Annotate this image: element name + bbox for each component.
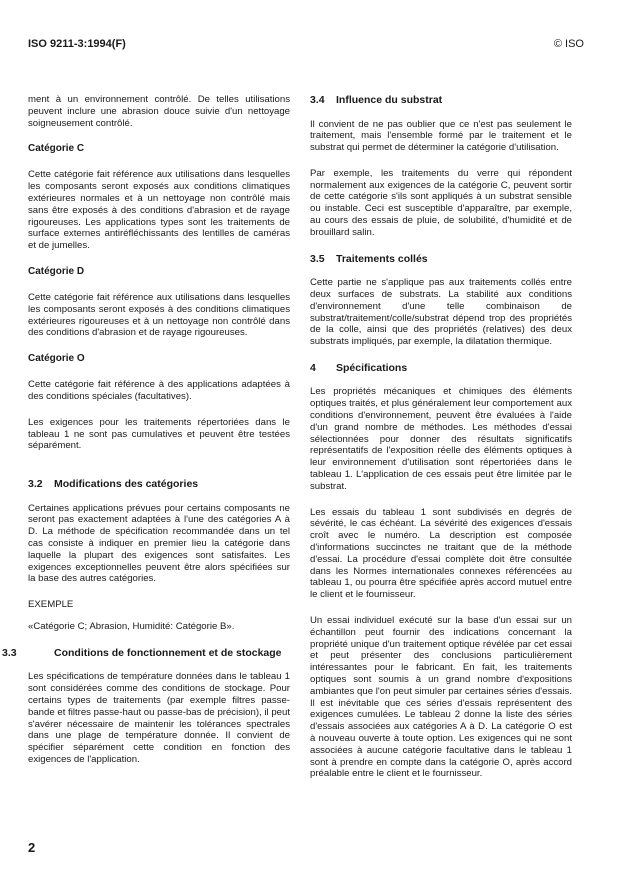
- left-column: [2, 94, 290, 780]
- document-id: ISO 9211-3:1994(F): [28, 38, 126, 50]
- section-title: Conditions de fonctionnement et de stockage: [54, 646, 282, 659]
- right-column: [310, 94, 572, 794]
- section-title: Traitements collés: [336, 252, 428, 265]
- section-4-text-3: Un essai individuel exécuté sur la base d'un essai sur un échantillon peut fournir des indications concernant la propriété unique d'un traitement optique révélée par cet essai et peut présenter des conclusions particulièrement intéressantes pour le fabricant. En fait, les traitements optiques sont soumis à un grand nombre d'expositions ambiantes que l'on peut simuler par certaines séries d'essais. Il est inévitable que ces séries d'essais représentent des exigences cumulées. Le tableau 2 donne la liste des séries d'essais associées aux catégories A à D. La catégorie O est à nouveau ouverte à toute option. Les exigences qui ne sont associées à aucune catégorie facultative dans le tableau 1 sont à prendre en compte dans la catégorie O, après accord préalable entre le client et le fournisseur.: [310, 615, 572, 780]
- category-o-heading: Catégorie O: [28, 353, 85, 365]
- section-title: Spécifications: [336, 361, 408, 374]
- section-title: Influence du substrat: [336, 94, 443, 106]
- section-3-4-text-1: Il convient de ne pas oublier que ce n'est pas seulement le traitement, mais l'ensemble formé par le traitement et le substrat qui permet de déterminer la catégorie d'utilisation.: [310, 118, 572, 154]
- category-c-heading: Catégorie C: [28, 143, 85, 155]
- category-d-text: Cette catégorie fait référence aux utilisations dans lesquelles les composants seront exposés à des conditions climatiques extérieures rigoureuses et à un nettoyage non contrôlé dans des conditions d'abrasion et de rayage rigoureuses.: [28, 291, 290, 339]
- requirements-paragraph: Les exigences pour les traitements répertoriées dans le tableau 1 ne sont pas cumulatives et peuvent être testées séparément.: [28, 416, 290, 452]
- section-number: 3.3: [2, 646, 17, 659]
- section-4-heading: [310, 362, 572, 375]
- continued-paragraph: ment à un environnement contrôlé. De telles utilisations peuvent inclure une abrasion douce suivie d'un nettoyage soigneusement contrôlé.: [28, 94, 290, 129]
- section-3-2-text: Certaines applications prévues pour certains composants ne seront pas exactement adaptées à l'une des catégories A à D. La méthode de spécification recommandée dans un tel cas consiste à indiquer en premier lieu la catégorie dans laquelle la plupart des exigences sont satisfaites. Les exigences exceptionnelles peuvent être alors spécifiées sur la base des autres catégories.: [28, 502, 290, 585]
- example-text: «Catégorie C; Abrasion, Humidité: Catégorie B».: [28, 621, 235, 633]
- copyright-mark: © ISO: [553, 38, 584, 50]
- section-3-5-text: Cette partie ne s'applique pas aux traitements collés entre deux surfaces de substrats. La stabilité aux conditions d'environnement d'une telle combinaison de substrat/traitement/colle/substrat dépend trop des propriétés de la colle, ainsi que des propriétés (relatives) des deux substrats impliqués, par exemple, la dilatation thermique.: [310, 277, 572, 348]
- section-4-text-2: Les essais du tableau 1 sont subdivisés en degrés de sévérité, le cas échéant. La sévérité des exigences d'essais croît avec le numéro. La description est composée d'informations succinctes ne traitant que de la méthode d'essai. La procédure d'essai complète doit être consultée dans les Normes internationales connexes référencées au tableau 1, ou pourra être spécifiée après accord mutuel entre le client et le fournisseur.: [310, 506, 572, 601]
- section-number: 3.2: [28, 478, 43, 491]
- section-4-text-1: Les propriétés mécaniques et chimiques des éléments optiques traités, et plus généralement leur comportement aux conditions d'environnement, peuvent être évaluées à l'aide d'un grand nombre de méthodes. Les méthodes d'essai sélectionnées pour donner des résultats significatifs représentatifs de l'exposition réelle des éléments optiques à leur environnement d'utilisation sont répertoriées dans le tableau 1. L'application de ces essais peut être limitée par le substrat.: [310, 386, 572, 492]
- category-d-heading: Catégorie D: [28, 265, 85, 277]
- section-3-3-text: Les spécifications de température données dans le tableau 1 sont considérées comme des conditions de stockage. Pour certains types de traitements (par exemple filtres passe-bande et filtres passe-haut ou passe-bas de précision), il peut s'avérer nécessaire de maintenir les tolérances spectrales dans une plage de température donnée. Il convient de spécifier séparément cette condition en fonction des exigences de l'application.: [28, 671, 290, 765]
- category-c-text: Cette catégorie fait référence aux utilisations dans lesquelles les composants seront exposés aux conditions climatiques extérieures normales et à un nettoyage non contrôlé mais sans être exposés à des conditions d'abrasion et de rayage rigoureuses. Les applications types sont les traitements de surface externes antiréfléchissants des lentilles de caméras et de jumelles.: [28, 169, 290, 252]
- section-3-3-heading: [2, 646, 290, 660]
- section-title: Modifications des catégories: [54, 478, 199, 491]
- section-3-4-text-2: Par exemple, les traitements du verre qui répondent normalement aux exigences de la catégorie C, peuvent sortir de cette catégorie s'ils sont appliqués à un substrat sensible ou instable. Ceci est susceptible d'apparaître, par exemple, au cours des essais de pluie, de solubilité, d'humidité et de brouillard salin.: [310, 167, 572, 238]
- section-number: 3.4: [310, 94, 325, 106]
- page-number: 2: [28, 840, 36, 855]
- section-number: 3.5: [310, 252, 325, 265]
- category-o-text: Cette catégorie fait référence à des applications adaptées à des conditions spéciales (facultatives).: [28, 379, 290, 402]
- section-3-4-heading: [310, 94, 572, 107]
- section-3-5-heading: [310, 253, 572, 266]
- example-label: EXEMPLE: [28, 599, 74, 611]
- section-3-2-heading: [28, 478, 290, 491]
- section-number: 4: [310, 361, 316, 374]
